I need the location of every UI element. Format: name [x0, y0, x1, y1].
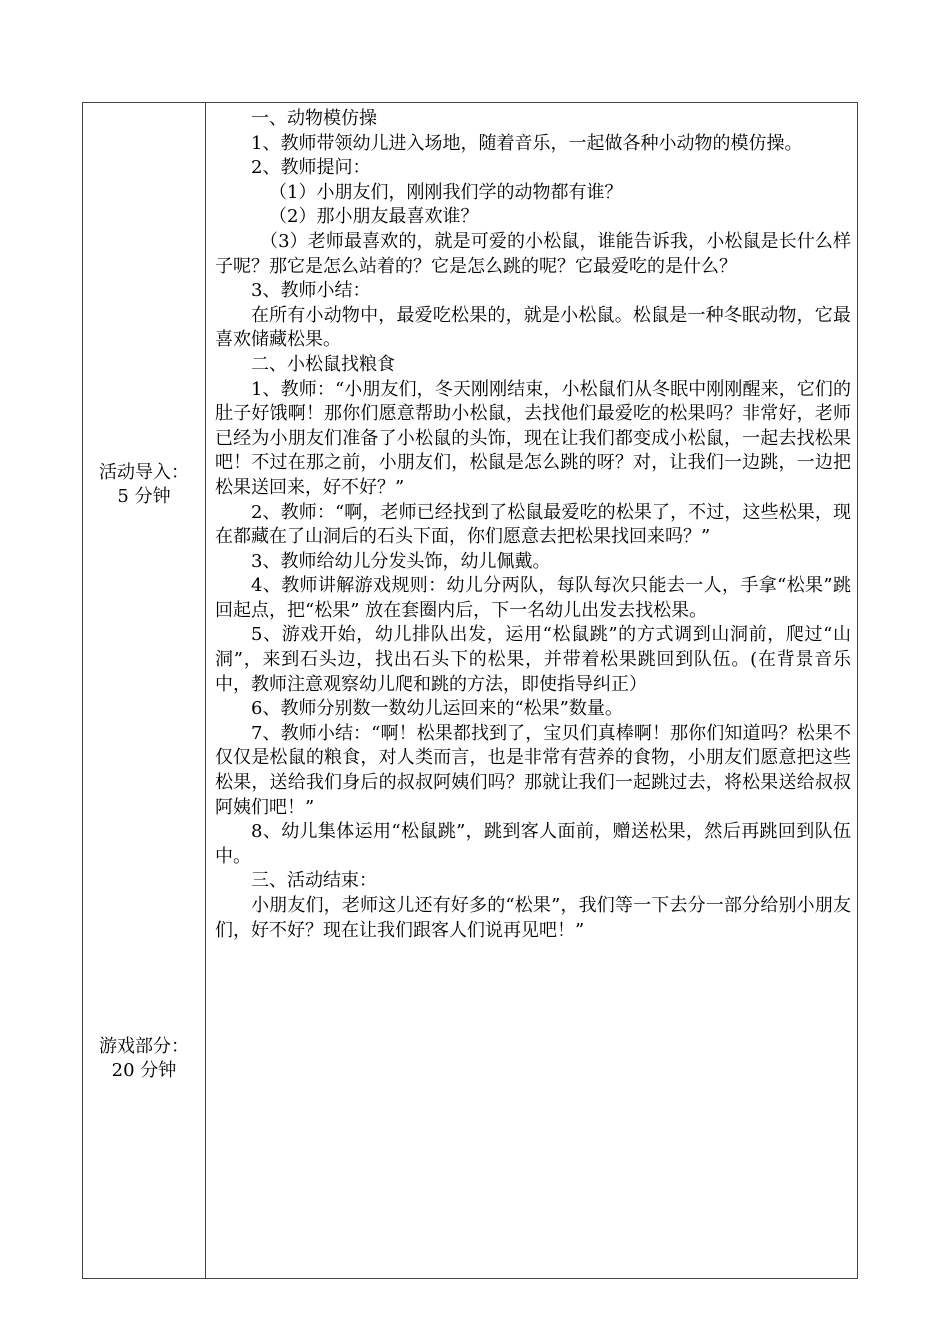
paragraph: 3、教师给幼儿分发头饰，幼儿佩戴。 — [251, 550, 551, 572]
question-item: （3）老师最喜欢的，就是可爱的小松鼠，谁能告诉我，小松鼠是长什么样子呢？那它是怎么站着的？它是怎么跳的呢？它最爱吃的是什么？ — [215, 230, 851, 277]
section-heading: 三、活动结束： — [251, 870, 377, 892]
paragraph: 6、教师分别数一数幼儿运回来的“松果”数量。 — [251, 698, 623, 720]
game-time: 20 分钟 — [111, 1060, 177, 1081]
question-item: （2）那小朋友最喜欢谁？ — [269, 206, 479, 228]
paragraph: 2、教师：“啊，老师已经找到了松鼠最爱吃的松果了，不过，这些松果，现在都藏在了山洞后的石头下面，你们愿意去把松果找回来吗？” — [215, 501, 851, 548]
section-heading: 二、小松鼠找粮食 — [251, 353, 395, 375]
paragraph: 4、教师讲解游戏规则：幼儿分两队，每队每次只能去一人，手拿“松果”跳回起点，把“松果” 放在套圈内后，下一名幼儿出发去找松果。 — [215, 575, 851, 621]
paragraph: 1、教师：“小朋友们，冬天刚刚结束，小松鼠们从冬眠中刚刚醒来，它们的肚子好饿啊！那你们愿意帮助小松鼠，去找他们最爱吃的松果吗？非常好，老师已经为小朋友们准备了小松鼠的头饰，现在让我们都变成小松鼠，一起去找松果吧！不过在那之前，小朋友们，松鼠是怎么跳的呀？对，让我们一边跳，一边把松果送回来，好不好？” — [215, 378, 851, 498]
lesson-content — [215, 107, 851, 943]
intro-time: 5 分钟 — [117, 486, 171, 507]
lesson-table — [82, 102, 858, 1279]
paragraph: 8、幼儿集体运用“松鼠跳”，跳到客人面前，赠送松果，然后再跳回到队伍中。 — [215, 821, 851, 867]
section-heading: 一、动物模仿操 — [251, 108, 377, 129]
intro-title: 活动导入： — [99, 462, 189, 483]
paragraph: 1、教师带领幼儿进入场地，随着音乐，一起做各种小动物的模仿操。 — [251, 132, 803, 154]
paragraph: 7、教师小结：“啊！松果都找到了，宝贝们真棒啊！那你们知道吗？松果不仅仅是松鼠的粮食，对人类而言，也是非常有营养的食物，小朋友们愿意把这些松果，送给我们身后的叔叔阿姨们吗？那就让我们一起跳过去，将松果送给叔叔阿姨们吧！” — [215, 722, 851, 818]
question-item: （1）小朋友们，刚刚我们学的动物都有谁？ — [269, 181, 623, 203]
column-divider — [205, 103, 206, 1278]
paragraph: 在所有小动物中，最爱吃松果的，就是小松鼠。松鼠是一种冬眠动物，它最喜欢储藏松果。 — [215, 304, 851, 351]
paragraph: 5、游戏开始，幼儿排队出发，运用“松鼠跳”的方式调到山洞前，爬过“山洞”，来到石头边，找出石头下的松果，并带着松果跳回到队伍。(在背景音乐中，教师注意观察幼儿爬和跳的方法，即使指导纠正） — [215, 624, 851, 695]
paragraph: 2、教师提问： — [251, 157, 371, 179]
paragraph: 3、教师小结： — [251, 280, 371, 302]
paragraph: 小朋友们，老师这儿还有好多的“松果”，我们等一下去分一部分给别小朋友们，好不好？现在让我们跟客人们说再见吧！” — [215, 895, 851, 941]
game-title: 游戏部分： — [99, 1036, 189, 1057]
intro-label — [83, 461, 205, 509]
game-label — [83, 1035, 205, 1083]
